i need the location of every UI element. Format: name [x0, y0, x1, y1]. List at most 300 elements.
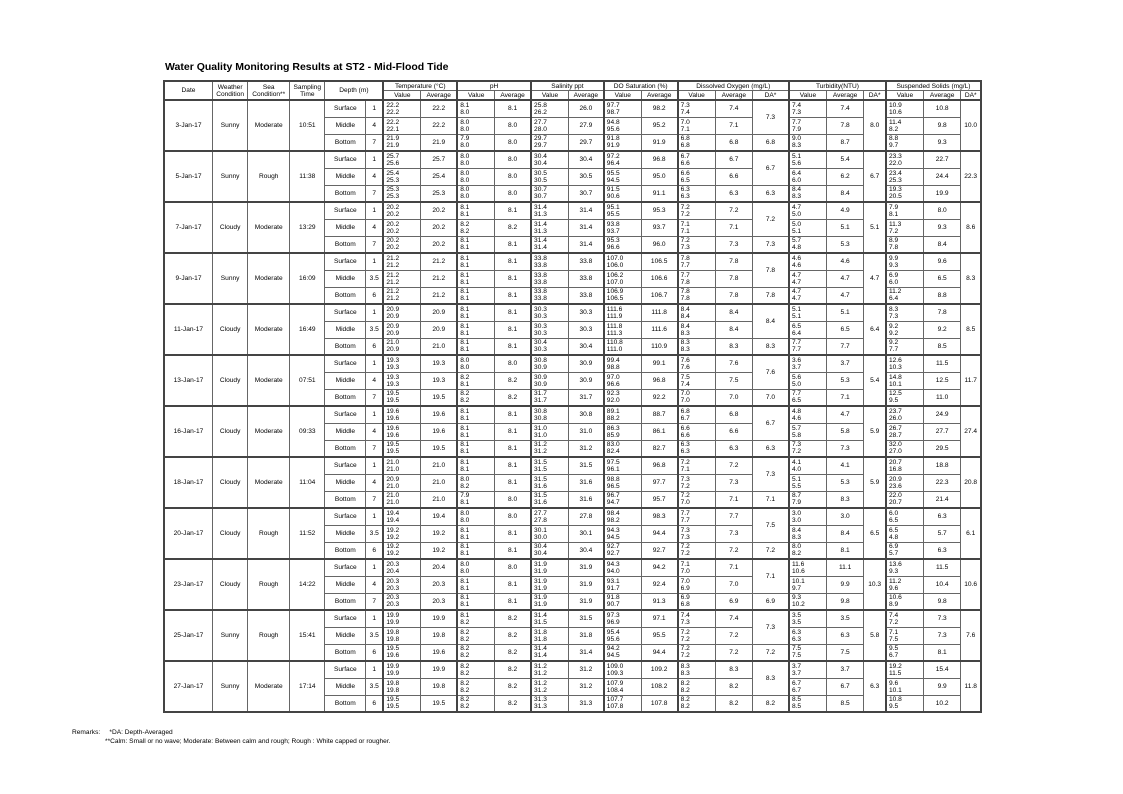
- suspended-solids-value: 10.6: [888, 108, 902, 116]
- turbidity-da-cell: 4.7: [864, 253, 886, 304]
- dissolved-oxygen-value: 7.3: [680, 533, 690, 541]
- turbidity-value: 3.0: [791, 509, 802, 517]
- depth-cell: 7: [366, 236, 384, 253]
- suspended-solids-da-cell: 11.7: [961, 355, 981, 406]
- ph-value: 8.1: [460, 271, 470, 279]
- suspended-solids-value: 20.7: [888, 499, 902, 507]
- dissolved-oxygen-value: 8.2: [680, 696, 690, 704]
- ph-value-cell: [457, 593, 494, 610]
- salinity-average-cell: 33.8: [569, 270, 604, 287]
- temperature-value-cell: [383, 525, 420, 542]
- suspended-solids-da-cell: 11.8: [961, 661, 981, 712]
- salinity-average-cell: 31.3: [569, 695, 604, 712]
- temperature-value: 19.5: [386, 397, 400, 405]
- suspended-solids-value: 10.8: [888, 696, 902, 704]
- do-saturation-value: 91.5: [606, 186, 620, 194]
- ph-value: 8.2: [460, 373, 470, 381]
- salinity-value-cell: [531, 253, 568, 270]
- salinity-average-cell: 30.3: [569, 321, 604, 338]
- dissolved-oxygen-average-cell: 7.3: [715, 525, 752, 542]
- sampling-time-cell: 11:04: [290, 457, 325, 508]
- dissolved-oxygen-value-cell: [678, 474, 715, 491]
- temperature-average-cell: 25.4: [421, 168, 457, 185]
- turbidity-average-cell: 5.3: [826, 474, 863, 491]
- turbidity-value-cell: [789, 372, 826, 389]
- weather-cell: Cloudy: [213, 559, 248, 610]
- temperature-value: 19.5: [386, 441, 400, 449]
- salinity-value: 31.9: [534, 594, 547, 602]
- salinity-value-cell: [531, 576, 568, 593]
- ph-value: 7.9: [460, 492, 470, 500]
- dissolved-oxygen-value-cell: [678, 508, 715, 525]
- ph-value: 8.1: [460, 441, 470, 449]
- sampling-time-cell: 09:33: [290, 406, 325, 457]
- salinity-value: 26.2: [534, 108, 547, 116]
- salinity-value-cell: [531, 627, 568, 644]
- salinity-value: 30.4: [534, 550, 547, 558]
- turbidity-value: 8.2: [791, 550, 802, 558]
- weather-cell: Cloudy: [213, 457, 248, 508]
- temperature-value-cell: [383, 321, 420, 338]
- depth-cell: 1: [366, 661, 384, 678]
- depth-cell: 7: [366, 389, 384, 406]
- level-name-cell: Surface: [325, 457, 366, 474]
- salinity-value: 31.7: [534, 390, 547, 398]
- turbidity-average-cell: 7.4: [826, 100, 863, 117]
- ph-value: 8.2: [460, 635, 470, 643]
- turbidity-average-cell: 3.7: [826, 661, 863, 678]
- salinity-value-cell: [531, 168, 568, 185]
- dissolved-oxygen-average-cell: 6.6: [715, 423, 752, 440]
- temperature-value: 19.6: [386, 652, 400, 660]
- ph-average-cell: 8.2: [495, 610, 531, 627]
- dissolved-oxygen-value: 7.2: [680, 543, 690, 551]
- level-name-cell: Middle: [325, 117, 366, 134]
- do-saturation-value: 96.7: [606, 492, 620, 500]
- temperature-value: 19.2: [386, 526, 400, 534]
- salinity-value: 30.3: [534, 322, 547, 330]
- do-saturation-value: 91.8: [606, 594, 620, 602]
- salinity-value-cell: [531, 406, 568, 423]
- do-saturation-value: 89.1: [606, 407, 620, 415]
- dissolved-oxygen-value: 7.0: [680, 577, 690, 585]
- salinity-value: 31.7: [534, 397, 547, 405]
- depth-cell: 7: [366, 440, 384, 457]
- do-saturation-average-cell: 106.7: [641, 287, 677, 304]
- ph-average-cell: 8.1: [495, 406, 531, 423]
- suspended-solids-value-cell: [886, 236, 923, 253]
- table-row: [164, 151, 981, 168]
- salinity-value: 31.4: [534, 237, 547, 245]
- temperature-average-cell: 25.7: [421, 151, 457, 168]
- ph-value-cell: [457, 576, 494, 593]
- dissolved-oxygen-value-cell: [678, 389, 715, 406]
- salinity-value: 31.4: [534, 611, 547, 619]
- suspended-solids-value-cell: [886, 593, 923, 610]
- suspended-solids-value-cell: [886, 525, 923, 542]
- ph-average-cell: 8.1: [495, 236, 531, 253]
- dissolved-oxygen-value: 6.9: [680, 584, 690, 592]
- salinity-value: 30.9: [534, 363, 547, 371]
- suspended-solids-average-cell: 6.3: [923, 542, 960, 559]
- temperature-value: 19.6: [386, 424, 400, 432]
- do-saturation-value-cell: [604, 525, 641, 542]
- depth-cell: 6: [366, 644, 384, 661]
- do-saturation-average-cell: 92.7: [641, 542, 677, 559]
- suspended-solids-value-cell: [886, 168, 923, 185]
- turbidity-value-cell: [789, 644, 826, 661]
- level-name-cell: Middle: [325, 474, 366, 491]
- salinity-value: 31.2: [534, 448, 547, 456]
- dissolved-oxygen-value: 6.8: [680, 601, 690, 609]
- turbidity-average-cell: 4.9: [826, 202, 863, 219]
- turbidity-average-cell: 5.3: [826, 236, 863, 253]
- salinity-value-cell: [531, 372, 568, 389]
- suspended-solids-average-cell: 22.7: [923, 151, 960, 168]
- turbidity-value: 7.9: [791, 125, 802, 133]
- depth-cell: 4: [366, 576, 384, 593]
- temperature-value: 20.3: [386, 560, 400, 568]
- suspended-solids-value: 20.5: [888, 193, 902, 201]
- do-saturation-value-cell: [604, 474, 641, 491]
- dissolved-oxygen-average-cell: 7.1: [715, 219, 752, 236]
- turbidity-average-cell: 9.9: [826, 576, 863, 593]
- turbidity-value-cell: [789, 389, 826, 406]
- do-saturation-value: 95.6: [606, 125, 620, 133]
- salinity-value: 33.8: [534, 288, 547, 296]
- salinity-value: 31.4: [534, 220, 547, 228]
- salinity-value: 31.5: [534, 458, 547, 466]
- suspended-solids-value-cell: [886, 542, 923, 559]
- suspended-solids-average-cell: 8.5: [923, 338, 960, 355]
- suspended-solids-value: 6.7: [888, 652, 899, 660]
- suspended-solids-value: 8.1: [888, 210, 899, 218]
- dissolved-oxygen-value: 7.4: [680, 380, 690, 388]
- turbidity-average-cell: 7.7: [826, 338, 863, 355]
- ph-value: 8.1: [460, 431, 470, 439]
- ph-value: 8.2: [460, 397, 470, 405]
- turbidity-value-cell: [789, 423, 826, 440]
- temperature-value: 19.9: [386, 669, 400, 677]
- dissolved-oxygen-value: 7.0: [680, 499, 690, 507]
- turbidity-value: 3.5: [791, 618, 802, 626]
- do-saturation-average-cell: 111.8: [641, 304, 677, 321]
- salinity-average-cell: 30.8: [569, 406, 604, 423]
- suspended-solids-value: 6.5: [888, 516, 899, 524]
- subheader-average: Average: [715, 91, 752, 101]
- ph-value: 8.2: [460, 652, 470, 660]
- temperature-value: 22.2: [386, 108, 400, 116]
- do-da-cell: 6.7: [753, 151, 789, 185]
- salinity-value: 31.0: [534, 431, 547, 439]
- ph-average-cell: 8.0: [495, 168, 531, 185]
- suspended-solids-average-cell: 9.3: [923, 134, 960, 151]
- ph-value: 8.2: [460, 628, 470, 636]
- ph-value: 8.1: [460, 101, 470, 109]
- do-saturation-value: 93.7: [606, 227, 620, 235]
- ph-value: 8.1: [460, 295, 470, 303]
- ph-value-cell: [457, 304, 494, 321]
- turbidity-average-cell: 3.7: [826, 355, 863, 372]
- salinity-value: 30.0: [534, 533, 547, 541]
- dissolved-oxygen-average-cell: 6.9: [715, 593, 752, 610]
- turbidity-value: 8.3: [791, 142, 802, 150]
- ph-value-cell: [457, 117, 494, 134]
- temperature-value-cell: [383, 610, 420, 627]
- turbidity-average-cell: 7.3: [826, 440, 863, 457]
- suspended-solids-da-cell: 7.6: [961, 610, 981, 661]
- ph-value: 8.1: [460, 339, 470, 347]
- temperature-value: 25.3: [386, 186, 400, 194]
- turbidity-value-cell: [789, 151, 826, 168]
- salinity-average-cell: 26.0: [569, 100, 604, 117]
- dissolved-oxygen-value-cell: [678, 168, 715, 185]
- turbidity-value: 7.9: [791, 499, 802, 507]
- do-saturation-average-cell: 107.8: [641, 695, 677, 712]
- do-saturation-value: 82.4: [606, 448, 620, 456]
- salinity-value: 33.8: [534, 295, 547, 303]
- suspended-solids-average-cell: 15.4: [923, 661, 960, 678]
- dissolved-oxygen-average-cell: 6.3: [715, 440, 752, 457]
- level-name-cell: Bottom: [325, 440, 366, 457]
- ph-average-cell: 8.2: [495, 372, 531, 389]
- ph-value-cell: [457, 610, 494, 627]
- temperature-value-cell: [383, 236, 420, 253]
- salinity-average-cell: 30.4: [569, 542, 604, 559]
- suspended-solids-value-cell: [886, 372, 923, 389]
- ph-average-cell: 8.1: [495, 593, 531, 610]
- subheader-average: Average: [495, 91, 531, 101]
- temperature-value: 19.6: [386, 431, 400, 439]
- do-saturation-value-cell: [604, 338, 641, 355]
- turbidity-value: 4.8: [791, 244, 802, 252]
- turbidity-da-cell: 5.8: [864, 610, 886, 661]
- salinity-average-cell: 33.8: [569, 287, 604, 304]
- do-saturation-value: 94.5: [606, 176, 620, 184]
- suspended-solids-value: 10.1: [888, 686, 902, 694]
- do-saturation-value: 107.0: [606, 254, 624, 262]
- ph-value: 8.1: [460, 584, 470, 592]
- subheader-average: Average: [826, 91, 863, 101]
- date-cell: 23-Jan-17: [164, 559, 213, 610]
- suspended-solids-value-cell: [886, 627, 923, 644]
- temperature-value: 21.0: [386, 465, 400, 473]
- turbidity-da-cell: 6.5: [864, 508, 886, 559]
- turbidity-value-cell: [789, 287, 826, 304]
- turbidity-value: 8.4: [791, 186, 802, 194]
- salinity-average-cell: 31.2: [569, 440, 604, 457]
- salinity-value: 30.4: [534, 152, 547, 160]
- suspended-solids-value: 11.5: [888, 669, 902, 677]
- do-saturation-value-cell: [604, 593, 641, 610]
- temperature-value: 20.9: [386, 346, 400, 354]
- dissolved-oxygen-value: 6.3: [680, 193, 690, 201]
- do-saturation-value: 98.4: [606, 509, 620, 517]
- turbidity-value: 3.5: [791, 611, 802, 619]
- turbidity-value: 7.4: [791, 101, 802, 109]
- do-saturation-value: 95.1: [606, 203, 620, 211]
- turbidity-value-cell: [789, 457, 826, 474]
- do-saturation-average-cell: 108.2: [641, 678, 677, 695]
- temperature-average-cell: 19.6: [421, 423, 457, 440]
- temperature-value: 19.5: [386, 696, 400, 704]
- do-saturation-average-cell: 91.1: [641, 185, 677, 202]
- remarks-label: Remarks:: [72, 729, 101, 736]
- temperature-value-cell: [383, 678, 420, 695]
- turbidity-average-cell: 5.3: [826, 372, 863, 389]
- turbidity-value: 9.7: [791, 584, 802, 592]
- turbidity-value-cell: [789, 474, 826, 491]
- turbidity-value-cell: [789, 134, 826, 151]
- do-saturation-value: 111.6: [606, 305, 623, 313]
- salinity-value: 31.2: [534, 669, 547, 677]
- suspended-solids-value-cell: [886, 304, 923, 321]
- turbidity-value: 3.0: [791, 516, 802, 524]
- salinity-value-cell: [531, 236, 568, 253]
- dissolved-oxygen-value: 7.2: [680, 210, 690, 218]
- suspended-solids-value-cell: [886, 423, 923, 440]
- turbidity-average-cell: 4.7: [826, 287, 863, 304]
- turbidity-value-cell: [789, 440, 826, 457]
- salinity-value: 33.8: [534, 271, 547, 279]
- do-saturation-value-cell: [604, 219, 641, 236]
- suspended-solids-value-cell: [886, 508, 923, 525]
- dissolved-oxygen-value: 7.6: [680, 363, 690, 371]
- temperature-value: 20.3: [386, 577, 400, 585]
- dissolved-oxygen-average-cell: 7.2: [715, 644, 752, 661]
- date-cell: 18-Jan-17: [164, 457, 213, 508]
- do-saturation-value: 95.3: [606, 237, 620, 245]
- temperature-value: 22.1: [386, 125, 400, 133]
- ph-value: 8.1: [460, 210, 470, 218]
- dissolved-oxygen-value: 7.0: [680, 397, 690, 405]
- do-saturation-average-cell: 96.8: [641, 151, 677, 168]
- do-saturation-average-cell: 92.4: [641, 576, 677, 593]
- suspended-solids-average-cell: 29.5: [923, 440, 960, 457]
- page-title: Water Quality Monitoring Results at ST2 - Mid-Flood Tide: [165, 61, 449, 73]
- do-saturation-value-cell: [604, 185, 641, 202]
- salinity-value: 30.3: [534, 329, 547, 337]
- salinity-value: 33.8: [534, 261, 547, 269]
- turbidity-value: 5.6: [791, 159, 802, 167]
- ph-value: 8.1: [460, 288, 470, 296]
- subheader-average: Average: [641, 91, 677, 101]
- date-cell: 5-Jan-17: [164, 151, 213, 202]
- table-row: [164, 559, 981, 576]
- temperature-value-cell: [383, 117, 420, 134]
- suspended-solids-average-cell: 18.8: [923, 457, 960, 474]
- dissolved-oxygen-average-cell: 7.3: [715, 474, 752, 491]
- do-saturation-value-cell: [604, 236, 641, 253]
- suspended-solids-value: 9.6: [888, 584, 899, 592]
- do-saturation-average-cell: 91.3: [641, 593, 677, 610]
- ph-value: 8.1: [460, 611, 470, 619]
- ph-value-cell: [457, 270, 494, 287]
- ph-value: 8.0: [460, 516, 470, 524]
- do-saturation-value: 94.2: [606, 645, 620, 653]
- dissolved-oxygen-value: 8.3: [680, 662, 690, 670]
- do-da-cell: 7.2: [753, 202, 789, 236]
- do-saturation-average-cell: 94.4: [641, 525, 677, 542]
- turbidity-value: 5.1: [791, 312, 802, 320]
- depth-cell: 3.5: [366, 627, 384, 644]
- date-cell: 7-Jan-17: [164, 202, 213, 253]
- do-saturation-average-cell: 106.5: [641, 253, 677, 270]
- dissolved-oxygen-value: 7.1: [680, 220, 690, 228]
- temperature-value: 20.2: [386, 210, 400, 218]
- salinity-value: 31.2: [534, 686, 547, 694]
- suspended-solids-value: 11.3: [888, 220, 902, 228]
- salinity-value: 31.5: [534, 492, 547, 500]
- turbidity-value-cell: [789, 576, 826, 593]
- turbidity-value-cell: [789, 168, 826, 185]
- salinity-average-cell: 29.7: [569, 134, 604, 151]
- ph-value-cell: [457, 423, 494, 440]
- do-saturation-average-cell: 93.7: [641, 219, 677, 236]
- header-ph: pH: [457, 81, 531, 91]
- ph-average-cell: 8.2: [495, 678, 531, 695]
- turbidity-average-cell: 5.1: [826, 219, 863, 236]
- do-saturation-value: 110.8: [606, 339, 623, 347]
- salinity-average-cell: 30.5: [569, 168, 604, 185]
- depth-cell: 1: [366, 355, 384, 372]
- salinity-value: 31.5: [534, 618, 547, 626]
- weather-cell: Cloudy: [213, 304, 248, 355]
- salinity-average-cell: 30.4: [569, 338, 604, 355]
- dissolved-oxygen-average-cell: 8.2: [715, 695, 752, 712]
- do-saturation-value: 94.8: [606, 118, 620, 126]
- ph-value: 8.1: [460, 322, 470, 330]
- dissolved-oxygen-average-cell: 6.8: [715, 134, 752, 151]
- sampling-time-cell: 10:51: [290, 100, 325, 151]
- salinity-average-cell: 31.9: [569, 576, 604, 593]
- depth-cell: 6: [366, 287, 384, 304]
- do-saturation-value-cell: [604, 491, 641, 508]
- temperature-value: 19.8: [386, 679, 400, 687]
- do-saturation-value: 96.5: [606, 482, 620, 490]
- ph-value: 8.1: [460, 278, 470, 286]
- dissolved-oxygen-value-cell: [678, 576, 715, 593]
- temperature-value-cell: [383, 423, 420, 440]
- level-name-cell: Surface: [325, 559, 366, 576]
- temperature-average-cell: 19.8: [421, 627, 457, 644]
- do-saturation-value-cell: [604, 695, 641, 712]
- turbidity-average-cell: 6.5: [826, 321, 863, 338]
- salinity-value: 31.4: [534, 203, 547, 211]
- ph-value: 8.1: [460, 203, 470, 211]
- ph-value: 8.1: [460, 380, 470, 388]
- weather-cell: Sunny: [213, 253, 248, 304]
- table-row: [164, 355, 981, 372]
- ph-value: 8.0: [460, 193, 470, 201]
- suspended-solids-value: 32.0: [888, 441, 902, 449]
- temperature-value: 20.2: [386, 244, 400, 252]
- depth-cell: 7: [366, 134, 384, 151]
- ph-value-cell: [457, 151, 494, 168]
- ph-value-cell: [457, 287, 494, 304]
- suspended-solids-value-cell: [886, 661, 923, 678]
- temperature-average-cell: 19.2: [421, 542, 457, 559]
- salinity-value: 30.7: [534, 186, 547, 194]
- do-saturation-value: 96.1: [606, 465, 620, 473]
- ph-average-cell: 8.1: [495, 202, 531, 219]
- header-depth: Depth (m): [325, 81, 383, 100]
- turbidity-value: 5.1: [791, 475, 802, 483]
- remarks-da: *DA: Depth-Averaged: [109, 729, 173, 736]
- salinity-value: 31.9: [534, 577, 547, 585]
- do-saturation-value: 91.9: [606, 142, 620, 150]
- turbidity-value: 4.6: [791, 261, 802, 269]
